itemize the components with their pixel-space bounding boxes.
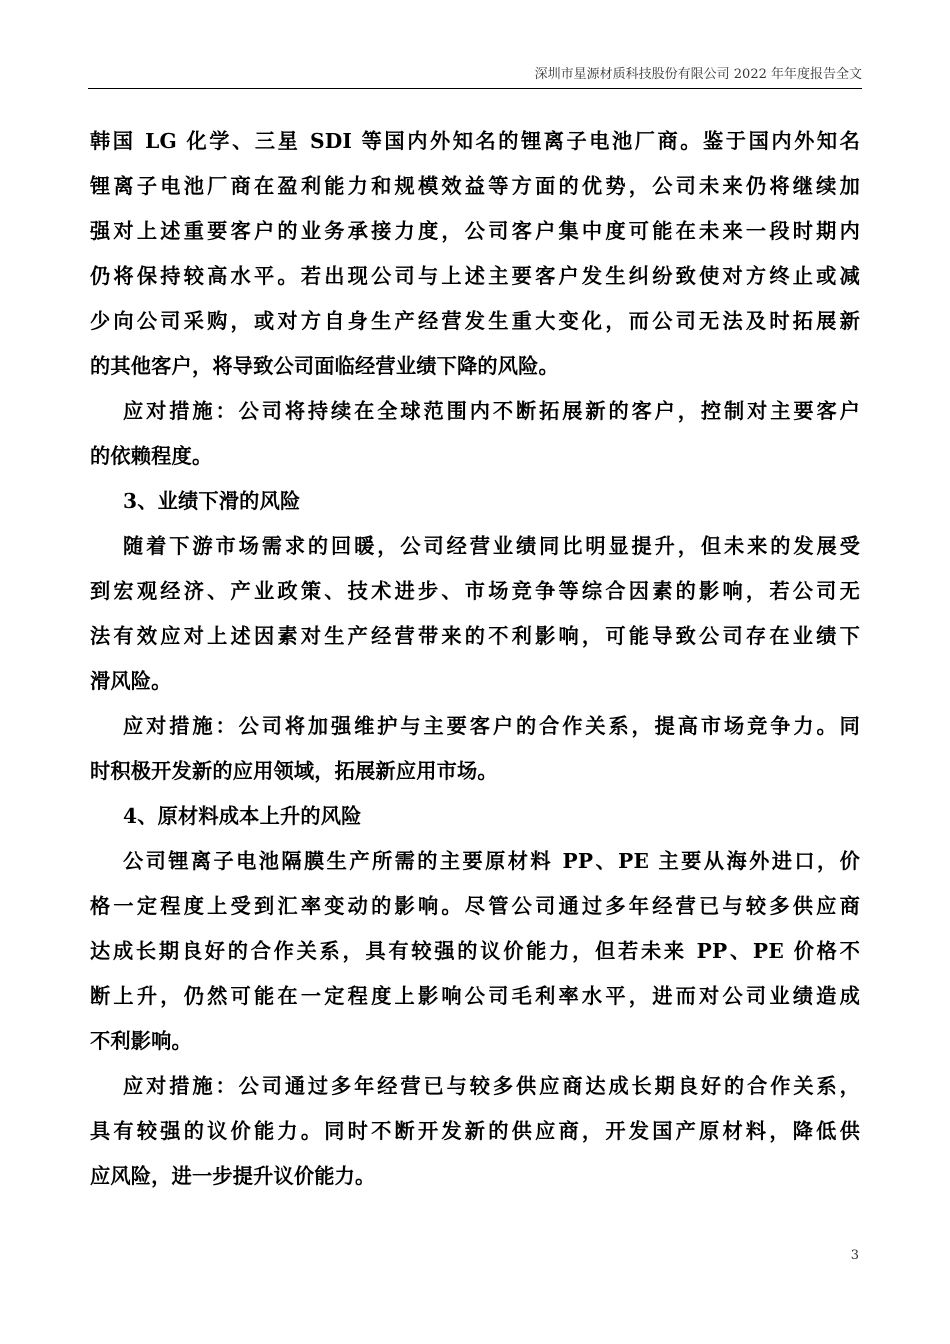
text-line: 应对措施：公司将持续在全球范围内不断拓展新的客户，控制对主要客户 bbox=[123, 399, 860, 423]
text-line: 不利影响。 bbox=[90, 1029, 192, 1053]
text-line: 公司锂离子电池隔膜生产所需的主要原材料 PP、PE 主要从海外进口，价 bbox=[123, 849, 860, 873]
text-line: 的依赖程度。 bbox=[90, 444, 213, 468]
text-line: 锂离子电池厂商在盈利能力和规模效益等方面的优势，公司未来仍将继续加 bbox=[90, 174, 860, 198]
text-line: 的其他客户，将导致公司面临经营业绩下降的风险。 bbox=[90, 354, 559, 378]
text-line: 应风险，进一步提升议价能力。 bbox=[90, 1164, 376, 1188]
text-line: 达成长期良好的合作关系，具有较强的议价能力，但若未来 PP、PE 价格不 bbox=[90, 939, 860, 963]
text-line: 少向公司采购，或对方自身生产经营发生重大变化，而公司无法及时拓展新 bbox=[90, 309, 860, 333]
text-line: 强对上述重要客户的业务承接力度，公司客户集中度可能在未来一段时期内 bbox=[90, 219, 860, 243]
text-line: 随着下游市场需求的回暖，公司经营业绩同比明显提升，但未来的发展受 bbox=[123, 534, 860, 558]
page-header bbox=[88, 66, 862, 89]
text-line: 仍将保持较高水平。若出现公司与上述主要客户发生纠纷致使对方终止或减 bbox=[90, 264, 860, 288]
text-line: 到宏观经济、产业政策、技术进步、市场竞争等综合因素的影响，若公司无 bbox=[90, 579, 860, 603]
page-number: 3 bbox=[850, 1248, 859, 1263]
text-line: 韩国 LG 化学、三星 SDI 等国内外知名的锂离子电池厂商。鉴于国内外知名 bbox=[90, 129, 860, 153]
text-line: 法有效应对上述因素对生产经营带来的不利影响，可能导致公司存在业绩下 bbox=[90, 624, 860, 648]
text-line: 滑风险。 bbox=[90, 669, 172, 693]
text-line: 4、原材料成本上升的风险 bbox=[123, 804, 362, 828]
text-line: 应对措施：公司将加强维护与主要客户的合作关系，提高市场竞争力。同 bbox=[123, 714, 860, 738]
header-title: 深圳市星源材质科技股份有限公司 2022 年年度报告全文 bbox=[534, 67, 862, 82]
text-line: 应对措施：公司通过多年经营已与较多供应商达成长期良好的合作关系， bbox=[123, 1074, 860, 1098]
text-line: 断上升，仍然可能在一定程度上影响公司毛利率水平，进而对公司业绩造成 bbox=[90, 984, 860, 1008]
text-line: 时积极开发新的应用领域，拓展新应用市场。 bbox=[90, 759, 498, 783]
text-line: 格一定程度上受到汇率变动的影响。尽管公司通过多年经营已与较多供应商 bbox=[90, 894, 860, 918]
text-line: 具有较强的议价能力。同时不断开发新的供应商，开发国产原材料，降低供 bbox=[90, 1119, 860, 1143]
text-line: 3、业绩下滑的风险 bbox=[123, 489, 301, 513]
document-body bbox=[90, 119, 860, 1199]
